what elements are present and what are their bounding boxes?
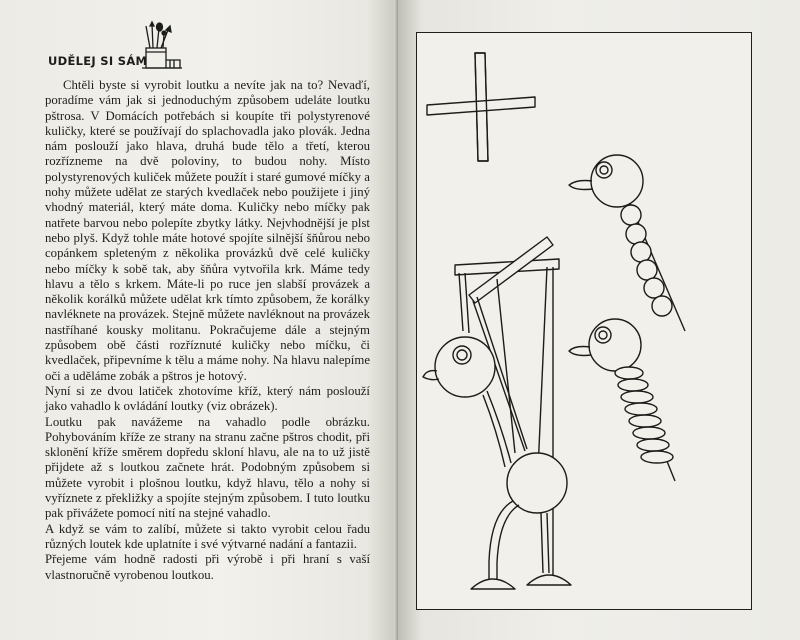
paragraph: A když se vám to zalíbí, můžete si takto vyrobit celou řadu různých loutek kde uplatníte i své výtvarné nadání a fantazii.: [45, 521, 370, 551]
puppet-illustration: [417, 33, 751, 609]
wooden-cross-control: [427, 53, 535, 161]
left-page: [0, 0, 398, 640]
ostrich-head-with-bead-neck: [569, 155, 685, 331]
illustration-frame: [416, 32, 752, 610]
article-text: [45, 78, 370, 583]
ostrich-head-with-foam-neck: [569, 319, 675, 481]
craft-tools-icon: [132, 20, 188, 76]
paragraph: Nyní si ze dvou latiček zhotovíme kříž, který nám poslouží jako vahadlo k ovládání loutky (viz obrázek).: [45, 383, 370, 414]
paragraph: Přejeme vám hodně radosti při výrobě i při hraní s vaší vlastnoručně vyrobenou loutkou.: [45, 552, 370, 582]
paragraph: Loutku pak navážeme na vahadlo podle obrázku. Pohybováním kříže ze strany na stranu začne pštros chodit, při sklonění kříže směrem dopředu skloní hlavu, ale na to už jistě přijdete až s loutkou začnete hrát. Podobným způsobem si můžete vyrobit i plošnou loutku, když hlavu, tělo a nohy si vyříznete z překližky a spojíte stejným způsobem. I tuto loutku pak přivážete pomocí nití na stejné vahadlo.: [45, 414, 370, 521]
paragraph: Chtěli byste si vyrobit loutku a nevíte jak na to? Nevaďí, poradíme vám jak si jednoduchým způsobem udeláte loutku pštrosa. V Domácích potřebách si koupíte tři polystyrenové kuličky, které se používají do splachovadla jako plovák. Jedna nám poslouží jako hlava, druhá bude tělo a třetí, kterou rozřízneme na dvě poloviny, to budou nohy. Místo polystyrenových kuliček můžete použít i staré gumové míčky a nohy můžete udělat ze starých kvedlaček nebo použijete i jiný vhodný materiál, který máte doma. Kuličky nebo míčky pak natřete barvou nebo polepíte zbytky látky. Nejvhodnější je plst nebo plyš. Když tohle máte hotové spojíte silnější šňůrou nebo copánkem spleteným z několika provázků dvě celé kuličky nebo míčky k sobě tak, aby šňůra vytvořila krk. Máme tedy hlavu a tělo s krkem. Máte-li po ruce jen slabší provázek a několik korálků můžete udělat krk tímto způsobem, že korálky navléknete na provázek. Stejně můžete navléknout na provázek nastříhané kousky molitanu. Pokračujeme dále a stejným způsobem obě části rozříznuté kuličky nebo míčku, či kvedlaček, připevníme k tělu a máme nohy. Na hlavu nalepíme oči a uděláme zobák a pštros je hotový.: [45, 78, 370, 383]
assembled-ostrich-puppet: [423, 237, 571, 589]
heading-row: [48, 20, 248, 80]
page-heading: UDĚLEJ SI SÁM: [48, 54, 148, 68]
